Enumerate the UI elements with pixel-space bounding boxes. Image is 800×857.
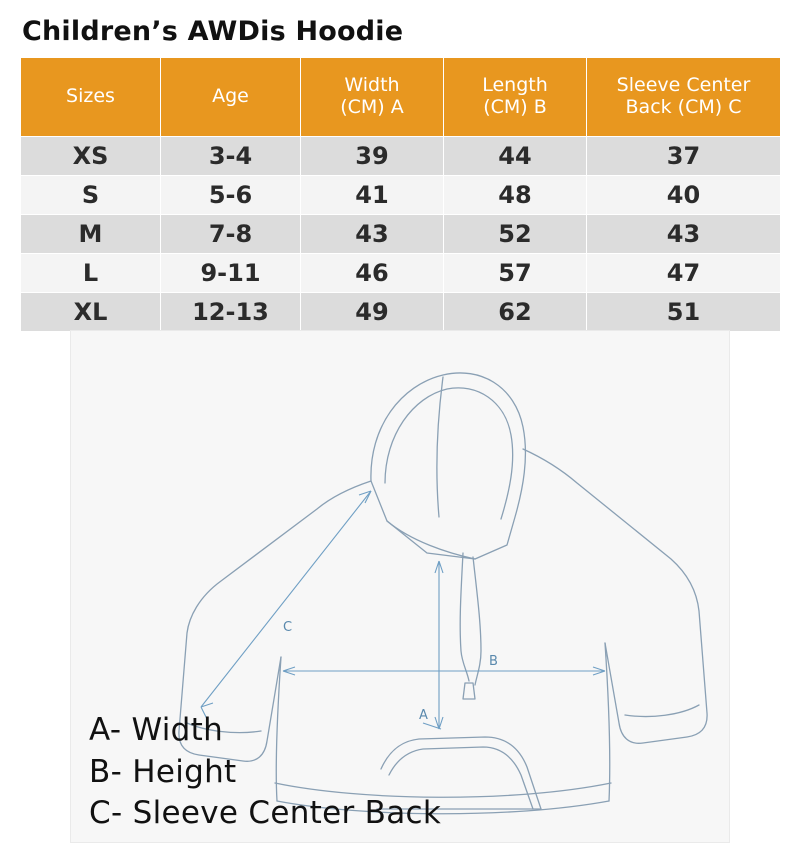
cell-sleeve: 43	[587, 215, 781, 254]
cell-age: 9-11	[161, 254, 301, 293]
cell-age: 5-6	[161, 176, 301, 215]
table-body	[21, 137, 781, 332]
cell-length: 57	[444, 254, 587, 293]
table-row	[21, 176, 781, 215]
column-header-length	[444, 58, 587, 137]
cell-age: 7-8	[161, 215, 301, 254]
cell-sleeve: 40	[587, 176, 781, 215]
cell-width: 49	[301, 293, 444, 332]
column-header-sleeve-line2: Back (CM) C	[625, 96, 742, 118]
hoodie-measurement-diagram	[70, 330, 730, 843]
column-header-sleeve	[587, 58, 781, 137]
legend-item-c: C- Sleeve Center Back	[89, 794, 442, 831]
column-header-age	[161, 58, 301, 137]
legend-item-a: A- Width	[89, 712, 224, 749]
cell-size: M	[21, 215, 161, 254]
cell-sleeve: 51	[587, 293, 781, 332]
page-title: Children’s AWDis Hoodie	[22, 16, 404, 47]
cell-size: S	[21, 176, 161, 215]
cell-width: 39	[301, 137, 444, 176]
table-row	[21, 215, 781, 254]
cell-width: 43	[301, 215, 444, 254]
legend-item-b: B- Height	[89, 753, 237, 790]
column-header-sizes	[21, 58, 161, 137]
table-header-row	[21, 58, 781, 137]
column-header-age-line1: Age	[212, 85, 249, 108]
cell-length: 44	[444, 137, 587, 176]
table-header	[21, 58, 781, 137]
table-row	[21, 254, 781, 293]
cell-sleeve: 47	[587, 254, 781, 293]
column-header-width-line1: Width	[344, 74, 400, 97]
cell-width: 46	[301, 254, 444, 293]
diagram-legend	[89, 710, 441, 834]
label-b: B	[489, 654, 498, 669]
cell-width: 41	[301, 176, 444, 215]
cell-size: XS	[21, 137, 161, 176]
cell-age: 12-13	[161, 293, 301, 332]
column-header-sizes-line1: Sizes	[66, 85, 115, 108]
cell-length: 62	[444, 293, 587, 332]
cell-sleeve: 37	[587, 137, 781, 176]
table-row	[21, 137, 781, 176]
cell-length: 52	[444, 215, 587, 254]
label-a: A	[419, 708, 428, 723]
cell-age: 3-4	[161, 137, 301, 176]
column-header-width-line2: (CM) A	[340, 96, 404, 118]
column-header-length-line2: (CM) B	[483, 96, 547, 118]
cell-length: 48	[444, 176, 587, 215]
table-row	[21, 293, 781, 332]
column-header-sleeve-line1: Sleeve Center	[616, 74, 751, 97]
size-chart-table	[20, 57, 781, 332]
cell-size: XL	[21, 293, 161, 332]
label-c: C	[283, 620, 293, 635]
column-header-length-line1: Length	[482, 74, 548, 97]
cell-size: L	[21, 254, 161, 293]
column-header-width	[301, 58, 444, 137]
